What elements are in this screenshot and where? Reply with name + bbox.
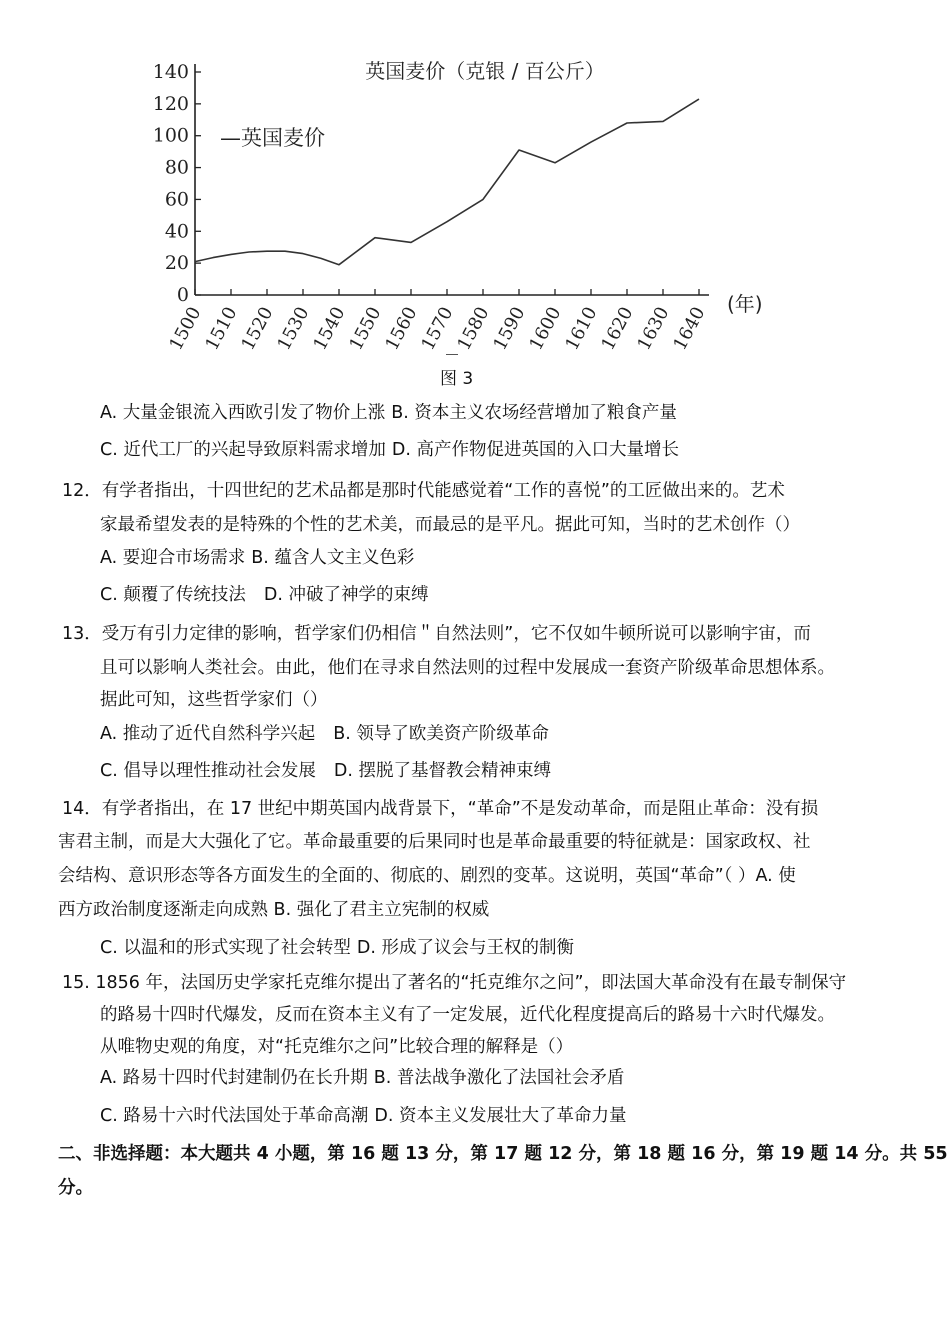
q13-options-row1 — [100, 722, 549, 746]
q14-options-row2 — [100, 936, 574, 960]
q15-stem-line3: 从唯物史观的角度，对“托克维尔之问”比较合理的解释是（） — [100, 1037, 574, 1057]
x-tick-label: 1500 — [165, 303, 206, 354]
q14-stem-line3: 会结构、意识形态等各方面发生的全面的、彻底的、剧烈的变革。这说明，英国“革命”（ ）A. 使 — [58, 866, 796, 886]
q12-option-b: B. 蕴含人文主义色彩 — [251, 548, 415, 568]
x-axis-label: (年) — [727, 292, 763, 316]
y-tick-label: 140 — [152, 61, 189, 83]
q15-options-row2 — [100, 1104, 626, 1128]
q14-stem-line2: 害君主制，而是大大强化了它。革命最重要的后果同时也是革命最重要的特征就是：国家政权、社 — [58, 832, 811, 852]
q15-stem-line1: 15. 1856 年，法国历史学家托克维尔提出了著名的“托克维尔之问”，即法国大革命没有在最专制保守 — [62, 973, 847, 993]
q15-option-a: A. 路易十四时代封建制仍在长升期 — [100, 1068, 368, 1088]
q12-options-row2 — [100, 583, 428, 607]
y-tick-label: 40 — [164, 220, 189, 243]
wheat-price-chart-svg — [140, 50, 820, 360]
x-tick-label: 1560 — [381, 303, 422, 354]
q12-options-row1 — [100, 546, 414, 570]
x-tick-label: 1530 — [273, 303, 314, 354]
q13-option-d: D. 摆脱了基督教会精神束缚 — [333, 761, 551, 781]
q11-option-d: D. 高产作物促进英国的入口大量增长 — [391, 440, 679, 460]
y-tick-label: 20 — [164, 252, 189, 275]
x-tick-label: 1590 — [489, 303, 530, 354]
q12-option-a: A. 要迎合市场需求 — [100, 548, 246, 568]
x-tick-label: 1620 — [597, 303, 638, 354]
q11-options-row1 — [100, 401, 677, 425]
y-tick-label: 60 — [164, 188, 189, 211]
series-line-wheat-price — [195, 99, 699, 265]
q12-option-c: C. 颠覆了传统技法 — [100, 585, 246, 605]
chart-legend: —英国麦价 — [220, 126, 325, 150]
q13-option-a: A. 推动了近代自然科学兴起 — [100, 724, 316, 744]
wheat-price-chart — [140, 50, 820, 360]
x-tick-label: 1630 — [633, 303, 674, 354]
q11-options-row2 — [100, 438, 679, 462]
x-tick-label: 1510 — [201, 303, 242, 354]
q14-option-d: D. 形成了议会与王权的制衡 — [356, 938, 574, 958]
q13-stem-line2: 且可以影响人类社会。由此，他们在寻求自然法则的过程中发展成一套资产阶级革命思想体系。 — [100, 658, 835, 678]
q12-option-d: D. 冲破了神学的束缚 — [263, 585, 429, 605]
section2-heading-line2: 分。 — [58, 1178, 93, 1198]
q15-options-row1 — [100, 1066, 624, 1090]
figure-caption: 图 3 — [440, 369, 474, 389]
y-tick-label: 80 — [164, 156, 189, 179]
q13-options-row2 — [100, 759, 551, 783]
divider — [446, 354, 458, 355]
q15-stem-line2: 的路易十四时代爆发，反而在资本主义有了一定发展，近代化程度提高后的路易十六时代爆发。 — [100, 1005, 835, 1025]
q13-stem-line3: 据此可知，这些哲学家们（） — [100, 690, 328, 710]
q13-option-b: B. 领导了欧美资产阶级革命 — [333, 724, 549, 744]
q14-option-c: C. 以温和的形式实现了社会转型 — [100, 938, 351, 958]
q11-option-b: B. 资本主义农场经营增加了粮食产量 — [391, 403, 677, 423]
x-tick-label: 1550 — [345, 303, 386, 354]
x-tick-label: 1610 — [561, 303, 602, 354]
q13-stem-line1: 13．受万有引力定律的影响，哲学家们仍相信＂自然法则”，它不仅如牛顿所说可以影响宇宙，而 — [62, 624, 811, 644]
q11-option-a: A. 大量金银流入西欧引发了物价上涨 — [100, 403, 386, 423]
q11-option-c: C. 近代工厂的兴起导致原料需求增加 — [100, 440, 386, 460]
q14-stem-line1: 14．有学者指出，在 17 世纪中期英国内战背景下，“革命”不是发动革命，而是阻止革命：没有损 — [62, 799, 819, 819]
x-tick-label: 1540 — [309, 303, 350, 354]
chart-title: 英国麦价（克银 / 百公斤） — [365, 59, 605, 83]
y-tick-label: 0 — [176, 284, 189, 306]
q13-option-c: C. 倡导以理性推动社会发展 — [100, 761, 316, 781]
chart-layer — [153, 59, 763, 354]
x-tick-label: 1580 — [453, 303, 494, 354]
section2-heading-line1: 二、非选择题：本大题共 4 小题，第 16 题 13 分，第 17 题 12 分，第 18 题 16 分，第 19 题 14 分。共 55 — [58, 1144, 948, 1164]
q14-stem-line4: 西方政治制度逐渐走向成熟 B. 强化了君主立宪制的权威 — [58, 900, 490, 920]
q15-option-c: C. 路易十六时代法国处于革命高潮 — [100, 1106, 369, 1126]
x-tick-label: 1520 — [237, 303, 278, 354]
q15-option-d: D. 资本主义发展壮大了革命力量 — [374, 1106, 627, 1126]
q15-option-b: B. 普法战争激化了法国社会矛盾 — [373, 1068, 625, 1088]
q12-stem-line2: 家最希望发表的是特殊的个性的艺术美，而最忌的是平凡。据此可知，当时的艺术创作（） — [100, 515, 800, 535]
y-tick-label: 100 — [152, 124, 189, 147]
x-tick-label: 1570 — [417, 303, 458, 354]
y-tick-label: 120 — [152, 92, 189, 115]
q12-stem-line1: 12．有学者指出，十四世纪的艺术品都是那时代能感觉着“工作的喜悦”的工匠做出来的。艺术 — [62, 481, 785, 501]
x-tick-label: 1600 — [525, 303, 566, 354]
x-tick-label: 1640 — [669, 303, 710, 354]
